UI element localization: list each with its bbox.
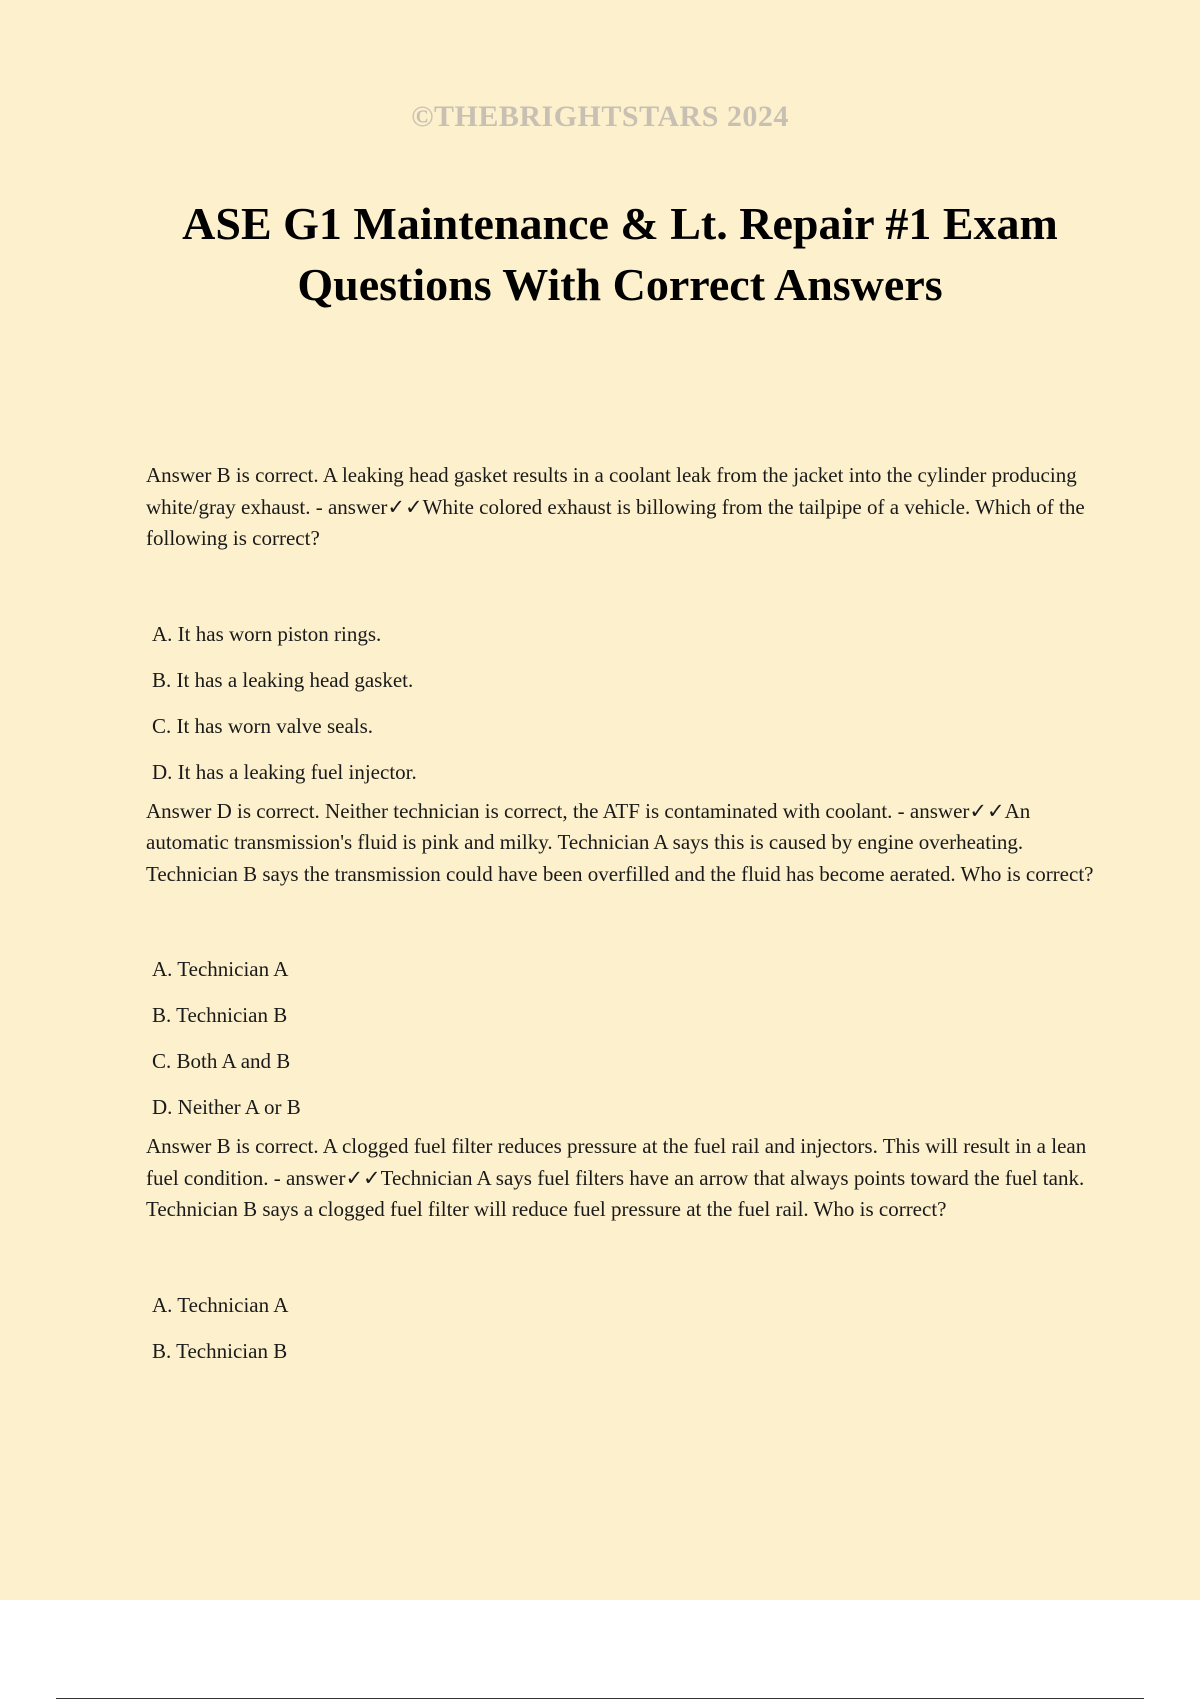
answer-option: C. It has worn valve seals.	[152, 713, 374, 738]
document-body	[146, 460, 1096, 1375]
answer-option: A. It has worn piston rings.	[152, 621, 382, 646]
page-divider	[56, 1698, 1144, 1699]
answer-option: B. Technician B	[152, 1338, 288, 1363]
question-text: Answer B is correct. A clogged fuel filter reduces pressure at the fuel rail and injectors. This will result in a lean fuel condition. - answer✓✓Technician A says fuel filters have an arrow that always points toward the fuel tank. Technician B says a clogged fuel filter will reduce fuel pressure at the fuel rail. Who is correct?	[146, 1134, 1087, 1221]
answer-options	[152, 619, 1096, 788]
answer-option: D. It has a leaking fuel injector.	[152, 759, 417, 784]
document-title: ASE G1 Maintenance & Lt. Repair #1 Exam Questions With Correct Answers	[182, 198, 1058, 310]
question-block	[146, 796, 1096, 1124]
answer-option: B. It has a leaking head gasket.	[152, 667, 414, 692]
answer-options	[152, 954, 1096, 1123]
answer-option: A. Technician A	[152, 957, 289, 981]
question-text: Answer B is correct. A leaking head gasket results in a coolant leak from the jacket into the cylinder producing white/gray exhaust. - answer✓✓White colored exhaust is billowing from the tailpipe of a vehicle. Which of the following is correct?	[146, 463, 1085, 550]
question-text: Answer D is correct. Neither technician is correct, the ATF is contaminated with coolant. - answer✓✓An automatic transmission's fluid is pink and milky. Technician A says this is caused by engine overheating. Technician B says the transmission could have been overfilled and the fluid has become aerated. Who is correct?	[146, 798, 1094, 886]
answer-options	[152, 1290, 1096, 1367]
answer-option: A. Technician A	[152, 1292, 289, 1317]
answer-option: C. Both A and B	[152, 1049, 291, 1073]
question-block	[146, 460, 1096, 788]
question-block	[146, 1131, 1096, 1367]
answer-option: B. Technician B	[152, 1003, 288, 1027]
copyright-watermark: ©THEBRIGHTSTARS 2024	[411, 100, 789, 133]
answer-option: D. Neither A or B	[152, 1095, 301, 1119]
